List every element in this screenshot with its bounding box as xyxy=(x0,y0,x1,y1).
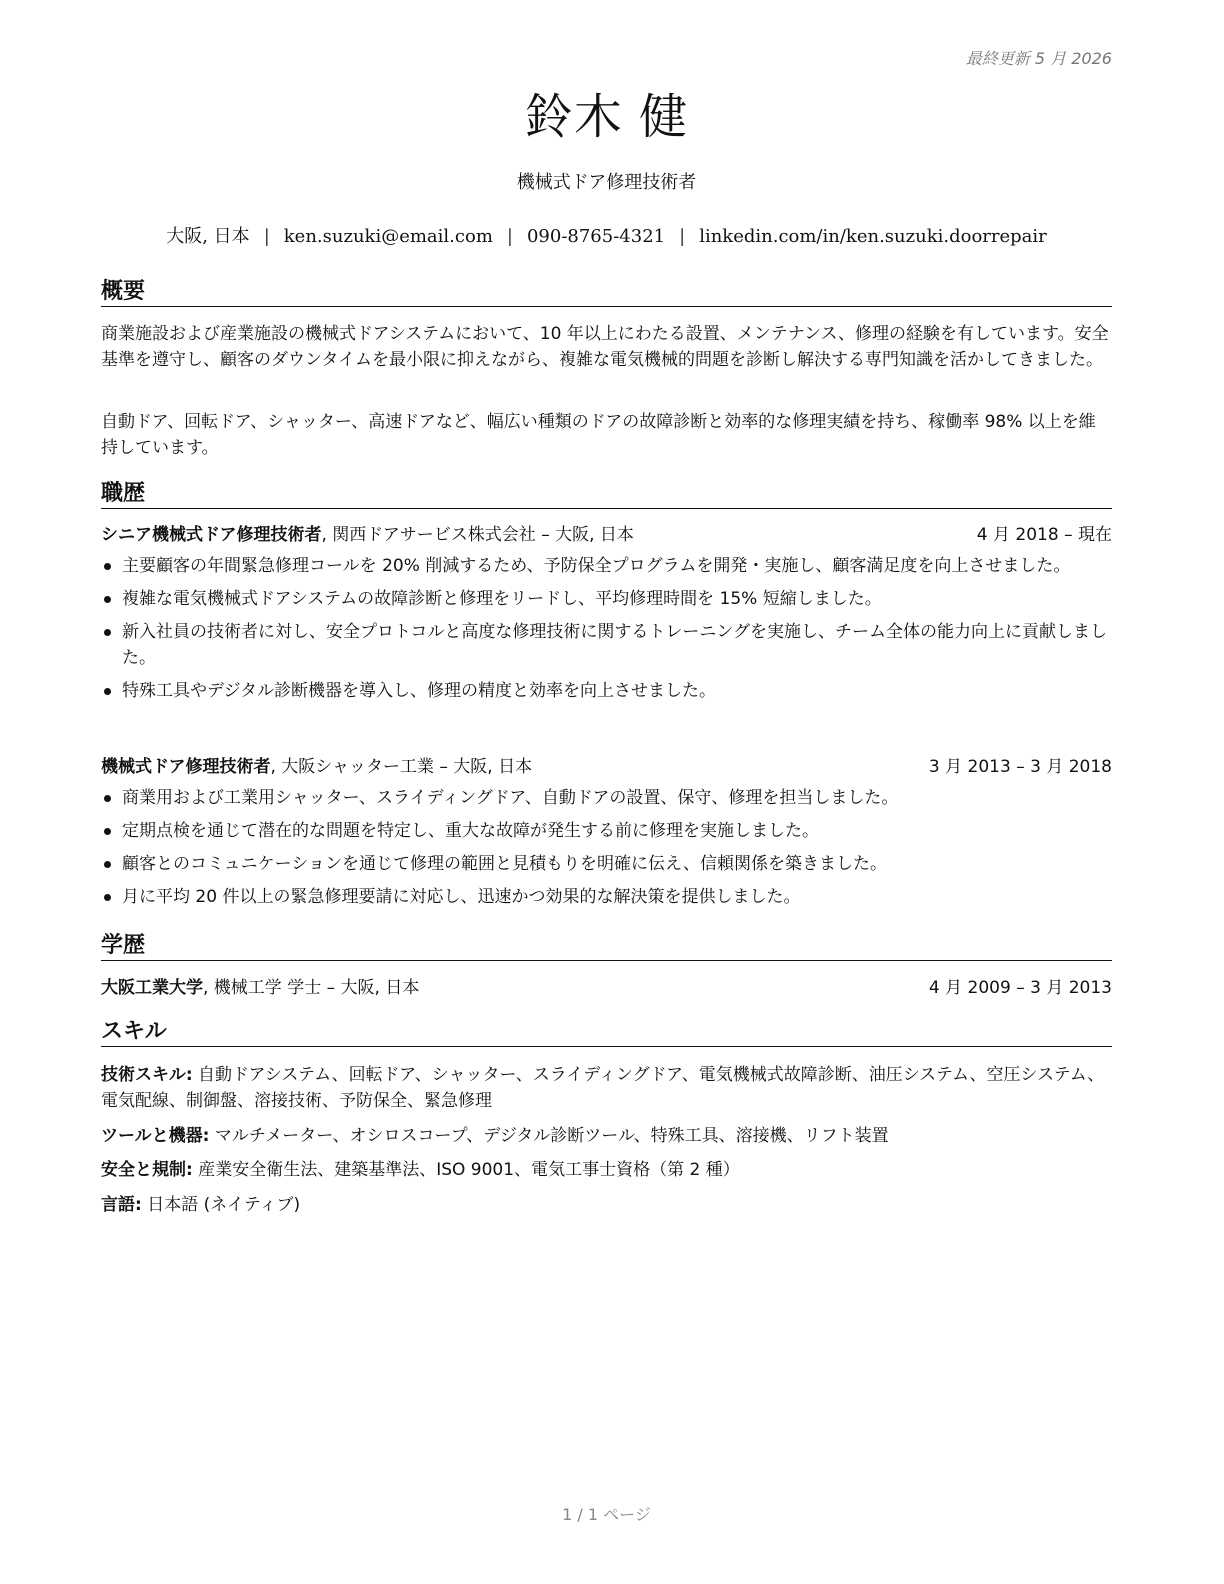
contact-linkedin[interactable]: linkedin.com/in/ken.suzuki.doorrepair xyxy=(699,226,1047,247)
job-bullets xyxy=(101,553,1112,711)
contact-phone[interactable]: 090-8765-4321 xyxy=(526,226,666,247)
summary-paragraph: 商業施設および産業施設の機械式ドアシステムにおいて、10 年以上にわたる設置、メンテナンス、修理の経験を有しています。安全基準を遵守し、顧客のダウンタイムを最小限に抑えながら、複雑な電気機械的問題を診断し解決する専門知識を活かしてきました。 xyxy=(101,324,1109,370)
list-item: 新入社員の技術者に対し、安全プロトコルと高度な修理技術に関するトレーニングを実施し、チーム全体の能力向上に貢献しました。 xyxy=(101,619,1112,671)
section-heading-experience: 職歴 xyxy=(101,480,1112,509)
skill-label: 安全と規制: xyxy=(101,1160,193,1180)
skill-line-technical xyxy=(101,1062,1112,1114)
contact-email[interactable]: ken.suzuki@email.com xyxy=(283,226,493,247)
page-number: 1 / 1 ページ xyxy=(562,1505,651,1524)
skill-label: ツールと機器: xyxy=(101,1126,210,1146)
section-heading-education: 学歴 xyxy=(101,932,1112,961)
job-dates: 3 月 2013 – 3 月 2018 xyxy=(928,757,1112,777)
last-updated: 最終更新 5 月 2026 xyxy=(965,49,1112,68)
summary-paragraph: 自動ドア、回転ドア、シャッター、高速ドアなど、幅広い種類のドアの故障診断と効率的な修理実績を持ち、稼働率 98% 以上を維持しています。 xyxy=(101,412,1096,458)
list-item: 定期点検を通じて潜在的な問題を特定し、重大な故障が発生する前に修理を実施しました。 xyxy=(101,818,1112,844)
skill-value: 産業安全衛生法、建築基準法、ISO 9001、電気工事士資格（第 2 種） xyxy=(192,1160,740,1180)
job-bullets xyxy=(101,785,1112,917)
list-item: 特殊工具やデジタル診断機器を導入し、修理の精度と効率を向上させました。 xyxy=(101,678,1112,704)
contact-line xyxy=(101,225,1112,249)
skill-line-safety xyxy=(101,1157,1112,1183)
job-role: 機械式ドア修理技術者 xyxy=(101,757,271,777)
education-entry xyxy=(101,975,1112,1001)
education-dates: 4 月 2009 – 3 月 2013 xyxy=(928,978,1112,998)
job-header xyxy=(101,522,1112,548)
contact-separator: | xyxy=(506,226,513,247)
skill-line-language xyxy=(101,1192,1112,1218)
contact-separator: | xyxy=(263,226,270,247)
skill-value: 日本語 (ネイティブ) xyxy=(141,1195,301,1215)
contact-location: 大阪, 日本 xyxy=(166,226,250,247)
candidate-title: 機械式ドア修理技術者 xyxy=(516,172,697,193)
job-header xyxy=(101,754,1112,780)
job-dates: 4 月 2018 – 現在 xyxy=(976,525,1112,545)
list-item: 顧客とのコミュニケーションを通じて修理の範囲と見積もりを明確に伝え、信頼関係を築きました。 xyxy=(101,851,1112,877)
skill-value: マルチメーター、オシロスコープ、デジタル診断ツール、特殊工具、溶接機、リフト装置 xyxy=(209,1126,889,1146)
education-detail: , 機械工学 学士 – 大阪, 日本 xyxy=(203,978,420,998)
skill-line-tools xyxy=(101,1123,1112,1149)
section-heading-skills: スキル xyxy=(101,1018,1112,1047)
job-company: , 大阪シャッター工業 – 大阪, 日本 xyxy=(270,757,533,777)
job-company: , 関西ドアサービス株式会社 – 大阪, 日本 xyxy=(321,525,634,545)
list-item: 複雑な電気機械式ドアシステムの故障診断と修理をリードし、平均修理時間を 15% 短縮しました。 xyxy=(101,586,1112,612)
list-item: 主要顧客の年間緊急修理コールを 20% 削減するため、予防保全プログラムを開発・実施し、顧客満足度を向上させました。 xyxy=(101,553,1112,579)
skill-label: 技術スキル: xyxy=(101,1065,193,1085)
skill-label: 言語: xyxy=(101,1195,142,1215)
job-role: シニア機械式ドア修理技術者 xyxy=(101,525,322,545)
candidate-name: 鈴木 健 xyxy=(524,89,689,145)
education-school: 大阪工業大学 xyxy=(101,978,203,998)
section-heading-summary: 概要 xyxy=(101,278,1112,307)
skill-value: 自動ドアシステム、回転ドア、シャッター、スライディングドア、電気機械式故障診断、油圧システム、空圧システム、電気配線、制御盤、溶接技術、予防保全、緊急修理 xyxy=(101,1065,1105,1111)
contact-separator: | xyxy=(679,226,686,247)
resume-page xyxy=(101,0,1112,1584)
list-item: 月に平均 20 件以上の緊急修理要請に対応し、迅速かつ効果的な解決策を提供しました。 xyxy=(101,884,1112,910)
list-item: 商業用および工業用シャッター、スライディングドア、自動ドアの設置、保守、修理を担当しました。 xyxy=(101,785,1112,811)
